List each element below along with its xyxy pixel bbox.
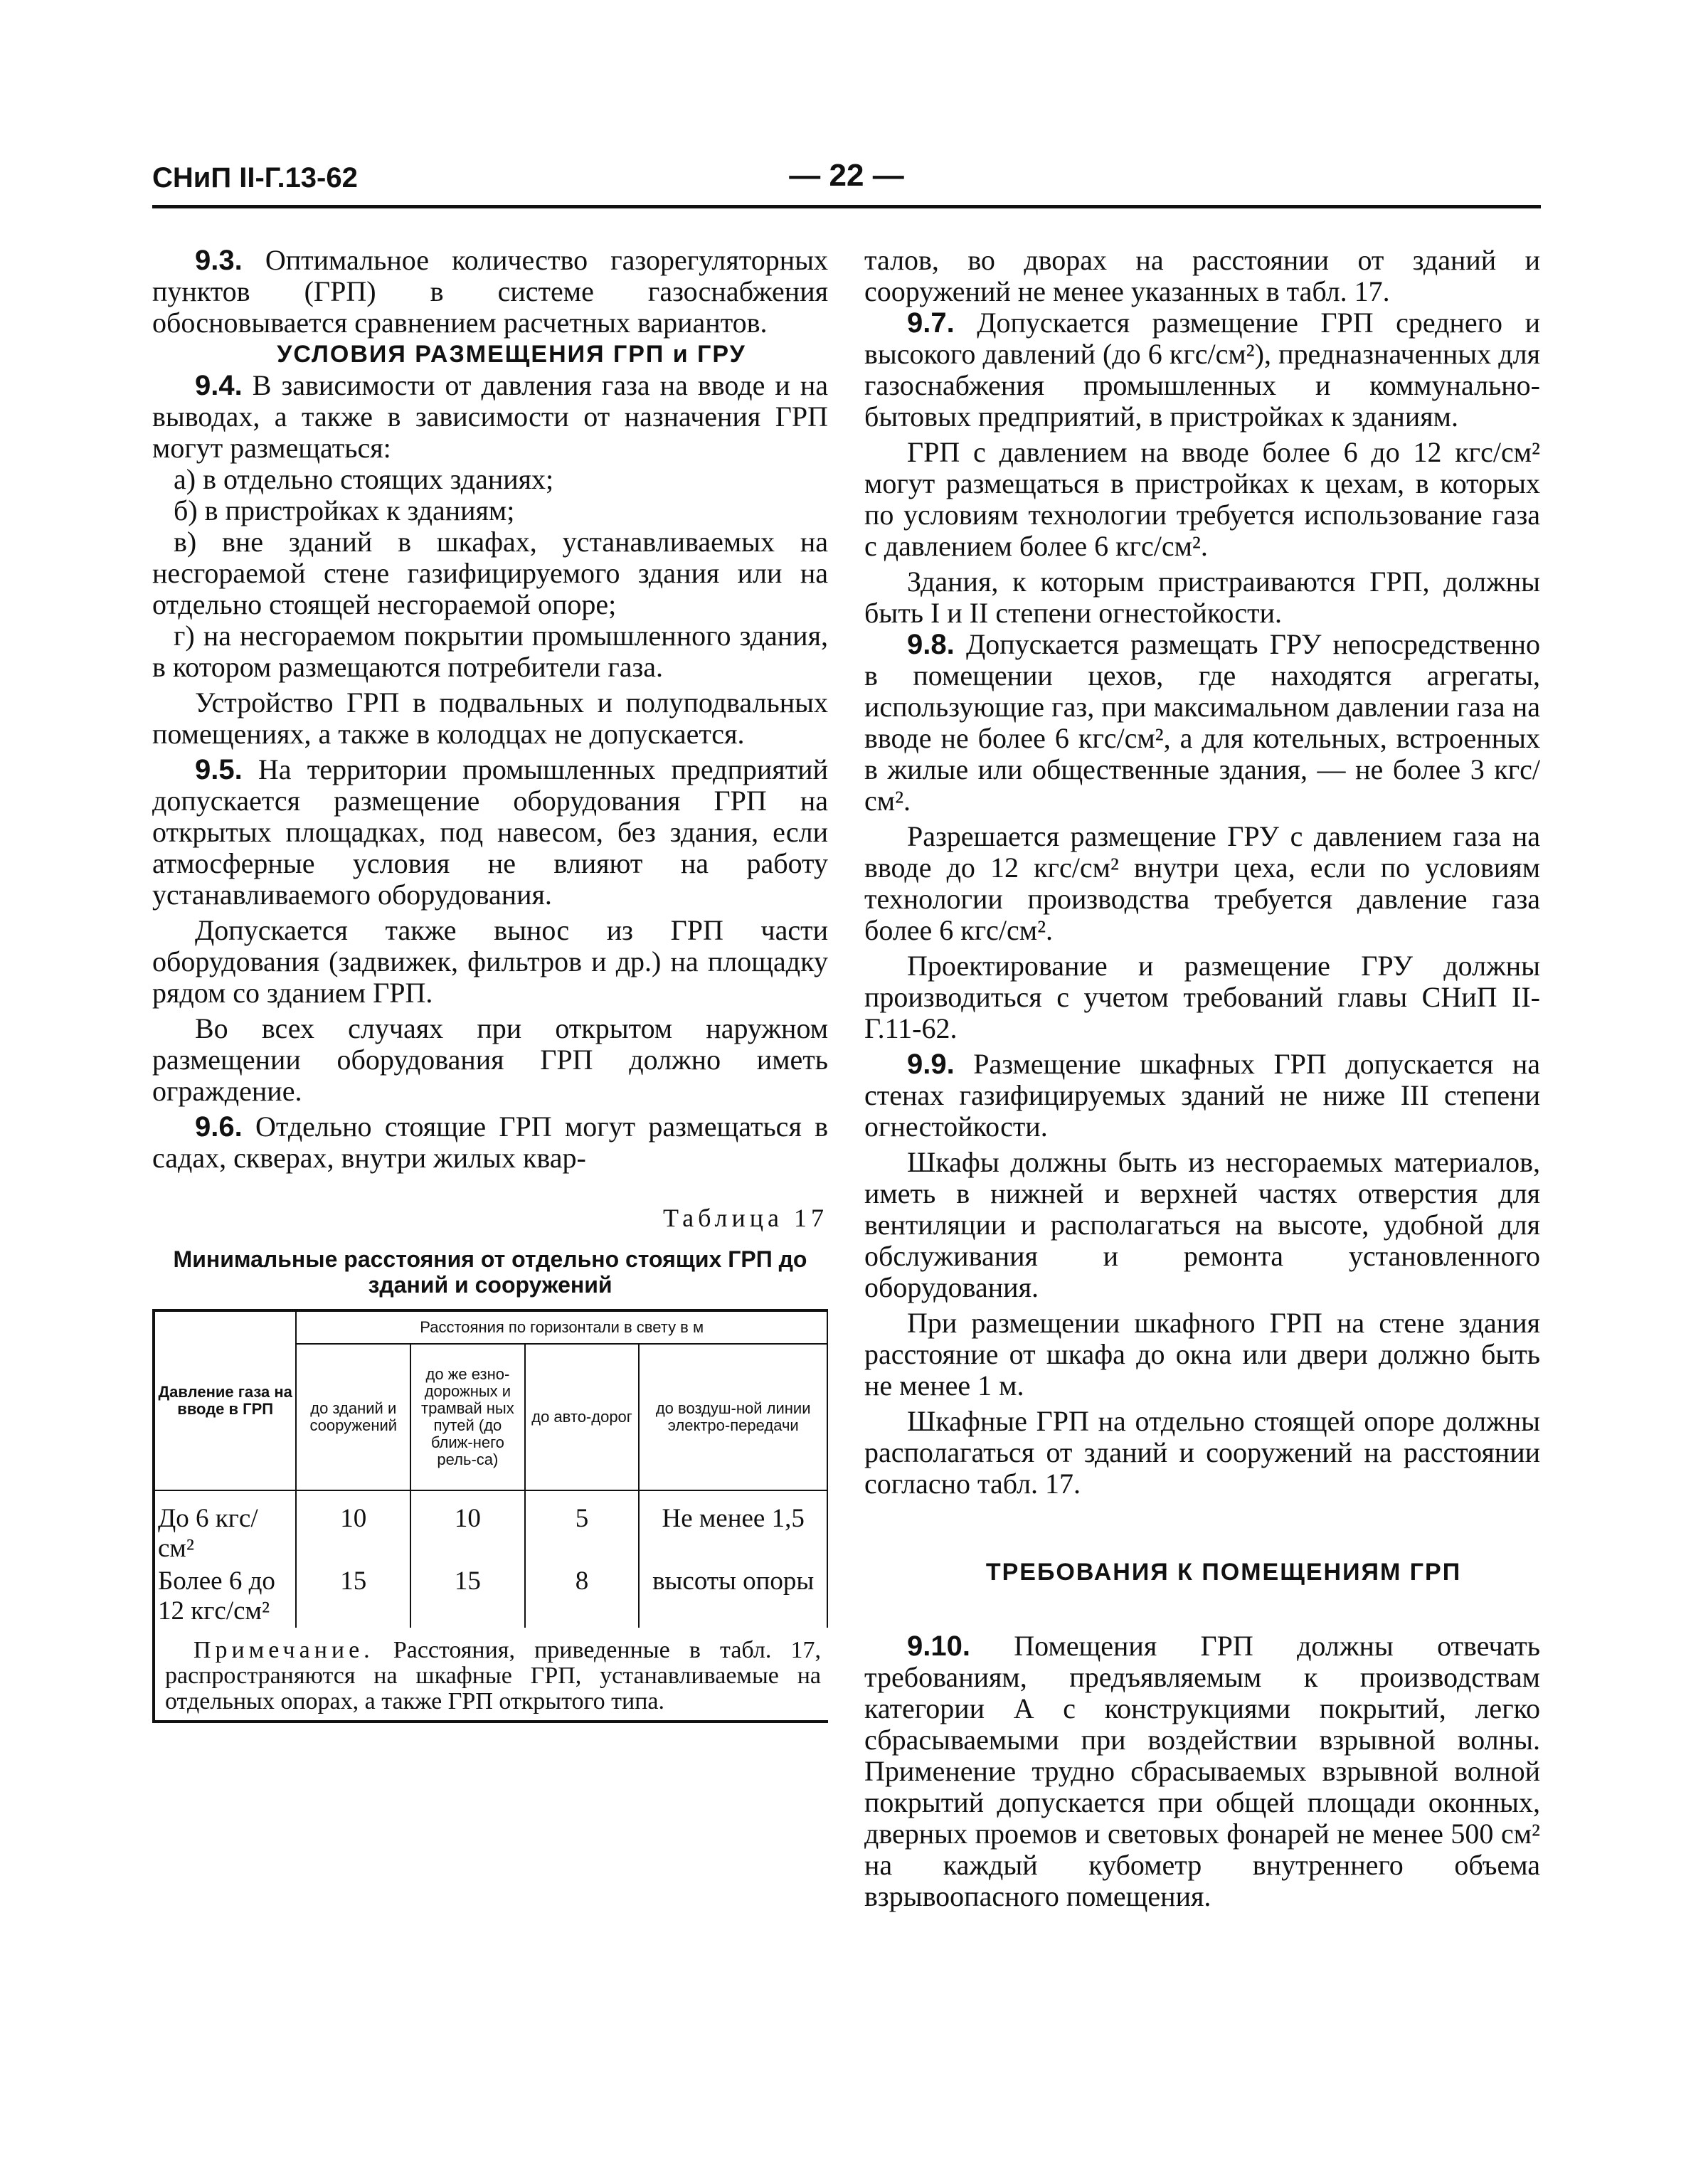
paragraph-equipment-outside: Допускается также вынос из ГРП части оборудования (задвижек, фильтров и др.) на площадку рядом со зданием ГРП. bbox=[152, 914, 828, 1009]
clause-number: 9.8. bbox=[907, 629, 955, 660]
page-number: — 22 — bbox=[789, 158, 904, 193]
clause-number: 9.10. bbox=[907, 1631, 970, 1662]
distance-table bbox=[152, 1309, 828, 1723]
page-header bbox=[152, 155, 1541, 208]
paragraph-9-7 bbox=[864, 307, 1540, 433]
header-roads: до авто-дорог bbox=[525, 1344, 640, 1490]
header-buildings: до зданий и сооружений bbox=[296, 1344, 410, 1490]
cell-pressure: Более 6 до 12 кгс/см² bbox=[155, 1565, 296, 1628]
table-row bbox=[155, 1490, 827, 1565]
header-pressure: Давление газа на вводе в ГРП bbox=[155, 1310, 296, 1490]
paragraph-gru-12: Разрешается размещение ГРУ с давлением газа на вводе до 12 кгс/см² внутри цеха, если по условиям технологии производства требуется давление газа более 6 кгс/см². bbox=[864, 820, 1540, 946]
clause-text: В зависимости от давления газа на вводе и на выводах, а также в зависимости от назначения ГРП могут размещаться: bbox=[152, 369, 828, 464]
list-item-a: а) в отдельно стоящих зданиях; bbox=[174, 463, 554, 495]
clause-number: 9.3. bbox=[195, 245, 243, 276]
note-text: Расстояния, приведенные в табл. 17, распространяются на шкафные ГРП, устанавливаемые на отдельных опорах, а также ГРП открытого типа. bbox=[165, 1637, 821, 1714]
section-heading-placement: УСЛОВИЯ РАЗМЕЩЕНИЯ ГРП и ГРУ bbox=[277, 341, 746, 368]
clause-number: 9.4. bbox=[195, 370, 243, 401]
cell-roads: 5 bbox=[525, 1490, 640, 1565]
clause-text: Отдельно стоящие ГРП могут размещаться в садах, скверах, внутри жилых квар- bbox=[152, 1110, 828, 1174]
cell-power-line: Не менее 1,5 bbox=[639, 1490, 827, 1565]
clause-text: Допускается размещение ГРП среднего и высокого давлений (до 6 кгс/см²), предназначенных для газоснабжения промышленных и коммунально-бытовых предприятий, в пристройках к зданиям. bbox=[864, 307, 1540, 433]
list-item-v: в) вне зданий в шкафах, устанавливаемых на несгораемой стене газифицируемого здания или на отдельно стоящей несгораемой опоре; bbox=[152, 526, 828, 620]
cell-roads: 8 bbox=[525, 1565, 640, 1628]
header-rail: до же езно-дорожных и трамвай ных путей (до ближ-него рель-са) bbox=[410, 1344, 525, 1490]
paragraph-fire-resistance: Здания, к которым пристраиваются ГРП, должны быть I и II степени огнестойкости. bbox=[864, 566, 1540, 629]
clause-number: 9.5. bbox=[195, 754, 243, 785]
clause-number: 9.9. bbox=[907, 1049, 955, 1080]
left-column bbox=[152, 245, 828, 1723]
list-item-b: б) в пристройках к зданиям; bbox=[174, 494, 515, 526]
paragraph-9-4 bbox=[152, 370, 828, 464]
section-heading-rooms: ТРЕБОВАНИЯ К ПОМЕЩЕНИЯМ ГРП bbox=[985, 1559, 1462, 1586]
header-distance-group: Расстояния по горизонтали в свету в м bbox=[296, 1310, 827, 1344]
document-code: СНиП II-Г.13-62 bbox=[152, 162, 358, 194]
clause-text: Допускается размещать ГРУ непосредственно в помещении цехов, где находятся агрегаты, использующие газ, при максимальном давлении газа на вводе не более 6 кгс/см², а для котельных, встроенных в жилые или общественные здания, — не более 3 кгс/см². bbox=[864, 628, 1540, 817]
note-label: Примечание. bbox=[193, 1637, 374, 1663]
cell-buildings: 10 bbox=[296, 1490, 410, 1565]
clause-number: 9.6. bbox=[195, 1111, 243, 1143]
table-row bbox=[155, 1565, 827, 1628]
cell-buildings: 15 bbox=[296, 1565, 410, 1628]
clause-text: Размещение шкафных ГРП допускается на стенах газифицируемых зданий не ниже III степени огнестойкости. bbox=[864, 1048, 1540, 1143]
clause-number: 9.7. bbox=[907, 307, 955, 339]
cell-pressure: До 6 кгс/см² bbox=[155, 1490, 296, 1565]
paragraph-basement: Устройство ГРП в подвальных и полуподвальных помещениях, а также в колодцах не допускается. bbox=[152, 687, 828, 750]
right-column bbox=[864, 245, 1540, 1912]
paragraph-9-9 bbox=[864, 1049, 1540, 1143]
paragraph-9-6-continued: талов, во дворах на расстоянии от зданий и сооружений не менее указанных в табл. 17. bbox=[864, 244, 1540, 307]
clause-text: Оптимальное количество газорегуляторных пунктов (ГРП) в системе газоснабжения обосновывается сравнением расчетных вариантов. bbox=[152, 244, 828, 339]
header-power-line: до воздуш-ной линии электро-передачи bbox=[639, 1344, 827, 1490]
paragraph-cabinets: Шкафы должны быть из несгораемых материалов, иметь в нижней и верхней частях отверстия для вентиляции и располагаться на высоте, удобной для обслуживания и ремонта установленного оборудования. bbox=[864, 1146, 1540, 1303]
cell-rail: 15 bbox=[410, 1565, 525, 1628]
paragraph-9-3 bbox=[152, 245, 828, 339]
paragraph-9-10 bbox=[864, 1631, 1540, 1912]
paragraph-support: Шкафные ГРП на отдельно стоящей опоре должны располагаться от зданий и сооружений на расстоянии согласно табл. 17. bbox=[864, 1405, 1540, 1500]
paragraph-grp-12: ГРП с давлением на вводе более 6 до 12 кгс/см² могут размещаться в пристройках к цехам, в которых по условиям технологии требуется использование газа с давлением более 6 кгс/см². bbox=[864, 436, 1540, 562]
paragraph-design: Проектирование и размещение ГРУ должны производиться с учетом требований главы СНиП II-Г.11-62. bbox=[864, 950, 1540, 1044]
table-label: Таблица 17 bbox=[663, 1204, 828, 1232]
clause-text: Помещения ГРП должны отвечать требованиям, предъявляемым к производствам категории А с конструкциями покрытий, легко сбрасываемыми при воздействии взрывной волны. Применение трудно сбрасываемых взрывной волной покрытий допускается при общей площади оконных, дверных проемов и световых фонарей не менее 500 см² на каждый кубометр внутреннего объема взрывоопасного помещения. bbox=[864, 1630, 1540, 1912]
paragraph-wall-distance: При размещении шкафного ГРП на стене здания расстояние от шкафа до окна или двери должно быть не менее 1 м. bbox=[864, 1307, 1540, 1401]
list-item-g: г) на несгораемом покрытии промышленного здания, в котором размещаются потребители газа. bbox=[152, 620, 828, 683]
table-note bbox=[155, 1628, 828, 1720]
table-caption: Минимальные расстояния от отдельно стоящих ГРП до зданий и сооружений bbox=[173, 1246, 807, 1298]
paragraph-fence: Во всех случаях при открытом наружном размещении оборудования ГРП должно иметь ограждение. bbox=[152, 1012, 828, 1107]
paragraph-9-8 bbox=[864, 629, 1540, 817]
paragraph-9-5 bbox=[152, 754, 828, 911]
clause-text: На территории промышленных предприятий допускается размещение оборудования ГРП на открытых площадках, под навесом, без здания, если атмосферные условия не влияют на работу устанавливаемого оборудования. bbox=[152, 753, 828, 911]
paragraph-9-6 bbox=[152, 1111, 828, 1174]
cell-rail: 10 bbox=[410, 1490, 525, 1565]
cell-power-line: высоты опоры bbox=[639, 1565, 827, 1628]
